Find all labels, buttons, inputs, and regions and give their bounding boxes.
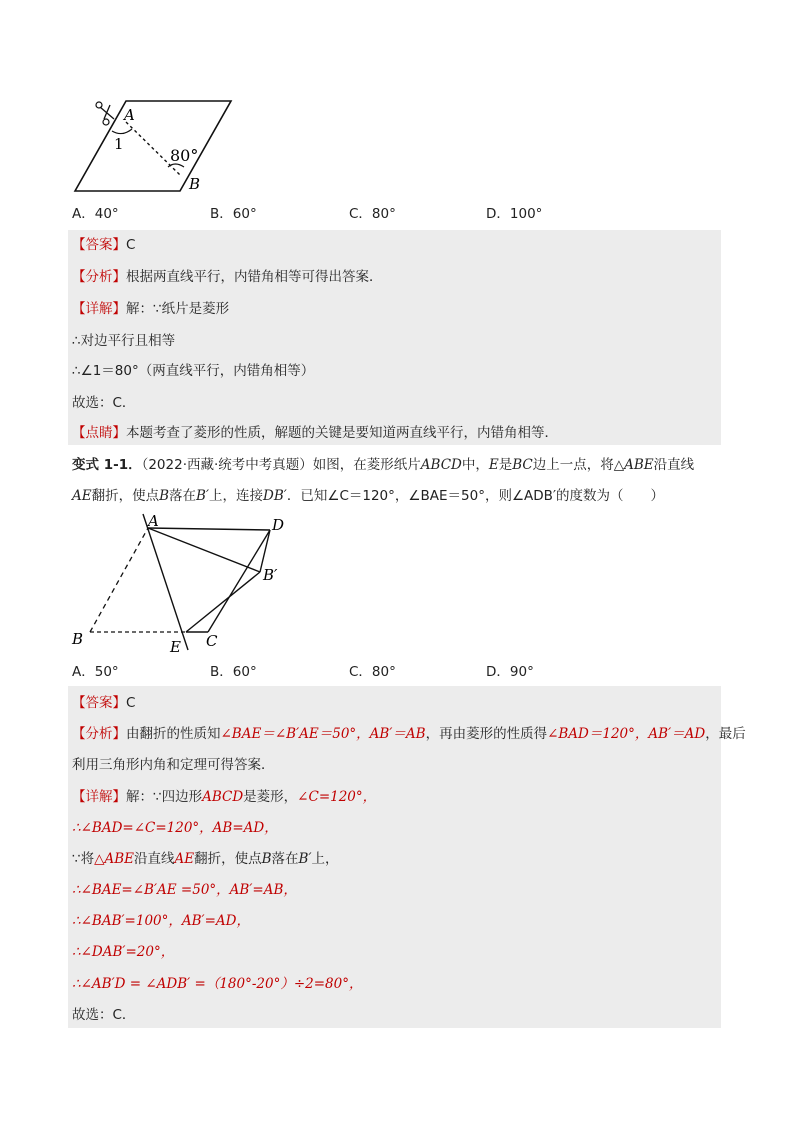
dashed-ab [90,528,148,632]
q1-analysis: 根据两直线平行，内错角相等可得出答案． [126,269,383,285]
q2-option-d: D．90° [486,664,534,680]
label-E: E [170,638,181,656]
q2-option-a: A．50° [72,664,119,680]
q1-option-a: A．40° [72,206,119,222]
label-B: B [189,175,201,193]
q2-detail-3a: ∵将 [72,851,95,867]
q1-comment-line [72,423,558,443]
q2-stem-1b: 中， [461,457,489,473]
q2-detail-line-6 [72,942,174,962]
q2-stem-2b: 翻折，使点 [91,488,160,504]
q2-detail-line-4 [72,880,297,900]
q2-answer-line [72,693,135,713]
q2-detail-2: ∴∠BAD=∠C=120°，AB=AD， [72,820,278,836]
q2-stem-b: B [159,488,170,504]
q2-detail-3c: 沿直线 [134,851,175,867]
answer-tag: 【答案】 [72,237,126,253]
q2-analysis-line-1 [72,724,746,744]
q2-answer: C [126,695,136,711]
q2-detail-3g: 落在 [271,851,299,867]
analysis-tag: 【分析】 [72,726,126,742]
figure-rhombus-fold [70,95,250,200]
label-C: C [206,632,218,650]
q1-detail-line-1 [72,299,229,319]
q2-analysis-1a: 由翻折的性质知 [126,726,221,742]
answer-tag: 【答案】 [72,695,126,711]
parallelogram-shape [75,101,231,191]
q1-answer-line [72,235,135,255]
q2-detail-3i: 上， [311,851,339,867]
q2-stem-2d: 落在 [169,488,197,504]
q1-option-c: C．80° [349,206,396,222]
segment-ad [148,528,270,530]
q2-stem-2f: 上，连接 [209,488,264,504]
q2-stem-1a: （2022·西藏·统考中考真题）如图，在菱形纸片 [141,457,421,473]
q1-answer: C [126,237,136,253]
label-1: 1 [114,135,124,153]
variant-label: 变式 1-1． [72,457,142,473]
q2-stem-bprime: B′ [196,488,210,504]
q2-option-c: C．80° [349,664,396,680]
q1-comment: 本题考查了菱形的性质，解题的关键是要知道两直线平行，内错角相等． [126,425,558,441]
q2-stem-bc: BC [512,457,533,473]
q1-detail-line-4: 故选：C． [72,395,136,411]
q2-stem-dbprime: DB′ [263,488,287,504]
q2-detail-line-2 [72,818,278,838]
segment-ebprime [186,572,260,632]
q2-detail-3e: 翻折，使点 [194,851,262,867]
q2-detail-line-3 [72,849,339,869]
q1-detail-1: 解：∵纸片是菱形 [126,301,230,317]
q2-stem-line-1 [72,455,694,475]
q2-stem-e: E [488,457,499,473]
q2-analysis-1c: ，再由菱形的性质得 [425,726,548,742]
q2-detail-7: ∴∠AB′D = ∠ADB′ =（180°-20°）÷2=80°， [72,976,363,992]
q2-detail-1d: ∠C=120°， [297,789,377,805]
q2-detail-line-5 [72,911,250,931]
q2-stem-1d: 边上一点，将 [532,457,614,473]
q2-detail-4: ∴∠BAE=∠B′AE =50°，AB′=AB， [72,882,297,898]
label-A: A [148,512,159,530]
q2-stem-tri-abe: △ABE [613,457,654,473]
q2-detail-5: ∴∠BAB′=100°，AB′=AD， [72,913,251,929]
q2-detail-3f: B [261,851,272,867]
label-Bprime: B′ [263,566,278,584]
detail-tag: 【详解】 [72,789,126,805]
q2-detail-3h: B′ [298,851,312,867]
analysis-tag: 【分析】 [72,269,126,285]
label-D: D [272,516,285,534]
comment-tag: 【点睛】 [72,425,126,441]
q2-option-b: B．60° [210,664,257,680]
label-A: A [124,106,135,124]
q1-option-b: B．60° [210,206,257,222]
q2-stem-2h: ．已知∠C＝120°，∠BAE＝50°，则∠ADB′的度数为（ ） [286,488,665,504]
segment-dc [208,530,270,632]
q2-detail-line-8: 故选：C． [72,1007,136,1023]
q2-detail-1c: 是菱形， [243,789,298,805]
q1-detail-line-3: ∴∠1＝80°（两直线平行，内错角相等） [72,363,315,379]
q1-detail-line-2: ∴对边平行且相等 [72,333,176,349]
q2-stem-line-2 [72,486,664,506]
q2-stem-1e: 沿直线 [653,457,695,473]
label-B: B [72,630,84,648]
q2-stem-abcd: ABCD [420,457,462,473]
q2-detail-1b: ABCD [202,789,244,805]
q2-detail-3d: AE [174,851,195,867]
q2-analysis-1b: ∠BAE＝∠B′AE＝50°，AB′＝AB [220,726,426,742]
angle-1-arc [112,129,132,134]
scissors-icon [96,102,114,125]
q2-analysis-line-2: 利用三角形内角和定理可得答案． [72,757,275,773]
q2-stem-ae: AE [72,488,92,504]
figure-rhombus-abcd [68,510,298,660]
q1-analysis-line [72,267,383,287]
q2-analysis-1e: ，最后 [705,726,746,742]
q2-detail-6: ∴∠DAB′=20°， [72,944,175,960]
q2-detail-3b: △ABE [94,851,135,867]
q2-analysis-1d: ∠BAD＝120°，AB′＝AD [547,726,706,742]
segment-abprime [148,528,260,572]
detail-tag: 【详解】 [72,301,126,317]
q2-detail-line-1 [72,787,376,807]
q2-stem-1c: 是 [498,457,513,473]
label-80deg: 80° [170,146,199,165]
q1-option-d: D．100° [486,206,543,222]
q2-detail-1a: 解：∵四边形 [126,789,203,805]
q2-detail-line-7 [72,974,362,994]
